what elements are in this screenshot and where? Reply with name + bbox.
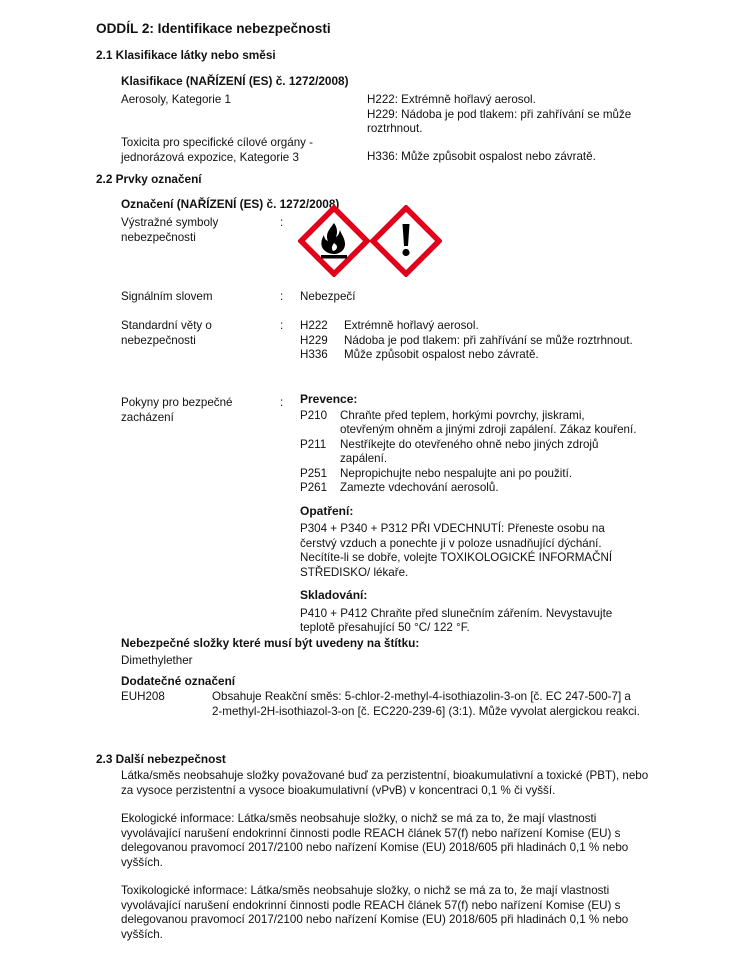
heading-2-2: 2.2 Prvky označení: [96, 172, 202, 186]
exclamation-hazard-icon: [370, 205, 442, 277]
heading-2-3: 2.3 Další nebezpečnost: [96, 752, 226, 766]
p-statement-row: [300, 409, 640, 438]
hazard-h229: H229: Nádoba je pod tlakem: při zahřívání se může roztrhnout.: [367, 107, 632, 135]
p-code: P261: [300, 481, 328, 494]
hazard-h336: H336: Může způsobit ospalost nebo závratě.: [367, 150, 596, 163]
p-statement-row: [300, 467, 640, 482]
response-text: P304 + P340 + P312 PŘI VDECHNUTÍ: Přeneste osobu na čerstvý vzduch a ponechte ji v poloze usnadňující dýchání. Necítíte-li se dobře, volejte TOXIKOLOGICKÉ INFORMAČNÍ STŘEDISKO/ lékaře.: [300, 522, 613, 579]
storage-text: P410 + P412 Chraňte před slunečním zářením. Nevystavujte teplotě přesahující 50 °C/ 122 °F.: [300, 606, 613, 634]
precautionary-block: [300, 392, 640, 636]
signal-word: Nebezpečí: [300, 290, 356, 303]
h-text: Nádoba je pod tlakem: při zahřívání se může roztrhnout.: [344, 333, 633, 347]
euh-code: EUH208: [121, 690, 165, 703]
h-statements-label: Standardní věty o nebezpečnosti: [121, 319, 212, 347]
h-statement-row: [300, 319, 640, 334]
p-code: P211: [300, 437, 327, 451]
h-code: H229: [300, 333, 328, 347]
colon: :: [280, 290, 284, 303]
class-stot: Toxicita pro specifické cílové orgány - jednorázová expozice, Kategorie 3: [121, 136, 314, 164]
p-text: Nepropichujte nebo nespalujte ani po použití.: [340, 466, 573, 480]
signal-label: Signálním slovem: [121, 290, 213, 303]
hazard-h222: H222: Extrémně hořlavý aerosol.: [367, 93, 536, 106]
colon: :: [280, 216, 284, 229]
flame-hazard-icon: [298, 205, 370, 277]
colon: :: [280, 396, 284, 409]
class-aerosol-hazards: [367, 93, 652, 137]
tox-paragraph: Toxikologické informace: Látka/směs neobsahuje složky, o nichž se má za to, že mají vlastnosti vyvolávající narušení endokrinní činnosti podle REACH článek 57(f) nebo nařízení Komise (EU) s delegovanou pravomocí 2017/2100 nebo nařízení Komise (EU) 2018/605 při hladinách 0,1 % nebo vyšších.: [121, 884, 629, 941]
p-statements-label: Pokyny pro bezpečné zacházení: [121, 396, 233, 424]
h-text: Může způsobit ospalost nebo závratě.: [344, 348, 539, 361]
heading-2-1: 2.1 Klasifikace látky nebo směsi: [96, 48, 276, 62]
prevention-title: Prevence:: [300, 392, 358, 406]
other-hazards: [121, 769, 651, 942]
storage-title: Skladování:: [300, 588, 368, 602]
h-code: H336: [300, 348, 328, 361]
symbols-label: Výstražné symboly nebezpečnosti: [121, 216, 219, 244]
p-text: Chraňte před teplem, horkými povrchy, jiskrami, otevřeným ohněm a jinými zdroji zapálení. Zákaz kouření.: [340, 408, 637, 436]
h-statement-row: [300, 334, 640, 349]
classification-subheading: Klasifikace (NAŘÍZENÍ (ES) č. 1272/2008): [121, 74, 349, 88]
p-statement-row: [300, 481, 640, 496]
h-statements: [300, 319, 640, 363]
h-text: Extrémně hořlavý aerosol.: [344, 319, 479, 332]
class-aerosol: Aerosoly, Kategorie 1: [121, 93, 231, 106]
euh-text: Obsahuje Reakční směs: 5-chlor-2-methyl-4-isothiazolin-3-on [č. EC 247-500-7] a 2-methyl-2H-isothiazol-3-on [č. EC220-239-6] (3:1). Může vyvolat alergickou reakci.: [212, 690, 640, 718]
p-code: P251: [300, 466, 328, 480]
additional-title: Dodatečné označení: [121, 674, 236, 688]
label-components-title: Nebezpečné složky které musí být uvedeny na štítku:: [121, 636, 420, 650]
pbt-paragraph: Látka/směs neobsahuje složky považované buď za perzistentní, bioakumulativní a toxické (PBT), nebo za vysoce perzistentní a vysoce bioakumulativní (vPvB) v koncentraci 0,1 % či vyšší.: [121, 769, 649, 797]
p-code: P210: [300, 408, 328, 422]
labelling-subheading: Označení (NAŘÍZENÍ (ES) č. 1272/2008): [121, 197, 340, 211]
eco-paragraph: Ekologické informace: Látka/směs neobsahuje složky, o nichž se má za to, že mají vlastnosti vyvolávající narušení endokrinní činnosti podle REACH článek 57(f) nebo nařízení Komise (EU) s delegovanou pravomocí 2017/2100 nebo nařízení Komise (EU) 2018/605 při hladinách 0,1 % nebo vyšších.: [121, 812, 629, 869]
response-title: Opatření:: [300, 503, 354, 518]
label-components: Dimethylether: [121, 654, 193, 667]
p-statement-row: [300, 438, 640, 467]
colon: :: [280, 319, 284, 332]
h-statement-row: [300, 348, 640, 363]
h-code: H222: [300, 319, 328, 332]
section-title: ODDÍL 2: Identifikace nebezpečnosti: [96, 21, 331, 36]
p-text: Zamezte vdechování aerosolů.: [340, 481, 499, 494]
p-text: Nestříkejte do otevřeného ohně nebo jiných zdrojů zapálení.: [340, 437, 599, 465]
